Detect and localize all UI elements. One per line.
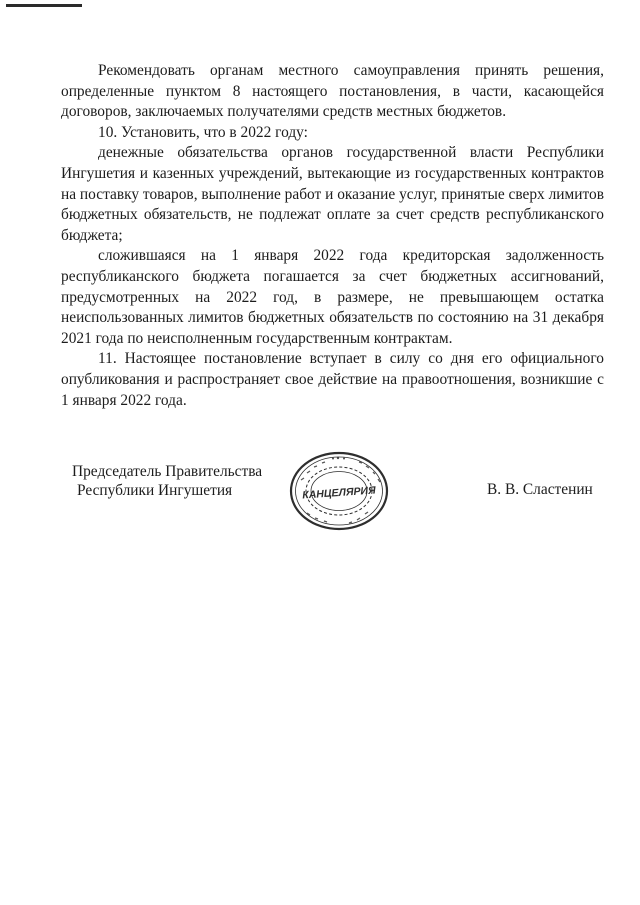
- paragraph-recommendation: Рекомендовать органам местного самоуправления принять решения, определенные пунктом 8 настоящего постановления, в части, касающейся договоров, заключаемых получателями средств местных бюджетов.: [61, 62, 604, 121]
- top-edge-rule: [6, 4, 82, 7]
- seal-center-text: КАНЦЕЛЯРИЯ: [301, 484, 377, 502]
- paragraph-10-heading: 10. Установить, что в 2022 году:: [98, 123, 308, 141]
- signatory-title: [72, 462, 262, 500]
- signatory-title-line-2: Республики Ингушетия: [77, 482, 233, 499]
- official-seal: [287, 449, 391, 533]
- paragraph-monetary-obligations: денежные обязательства органов государственной власти Республики Ингушетия и казенных учреждений, вытекающие из государственных контрактов на поставку товаров, выполнение работ и оказание услуг, принятые сверх лимитов бюджетных обязательств, не подлежат оплате за счет средств республиканского бюджета;: [61, 144, 604, 244]
- signatory-name: В. В. Сластенин: [487, 481, 593, 498]
- document-body: [61, 61, 604, 411]
- signatory-title-line-1: Председатель Правительства: [72, 463, 263, 480]
- paragraph-accounts-payable: сложившаяся на 1 января 2022 года кредиторская задолженность республиканского бюджета погашается за счет бюджетных ассигнований, предусмотренных на 2022 год, в размере, не превышающем остатка неиспользованных лимитов бюджетных обязательств по состоянию на 31 декабря 2021 года по неисполненным государственным контрактам.: [61, 247, 604, 347]
- paragraph-11-effective-date: 11. Настоящее постановление вступает в силу со дня его официального опубликования и распространяет свое действие на правоотношения, возникшие с 1 января 2022 года.: [61, 350, 604, 409]
